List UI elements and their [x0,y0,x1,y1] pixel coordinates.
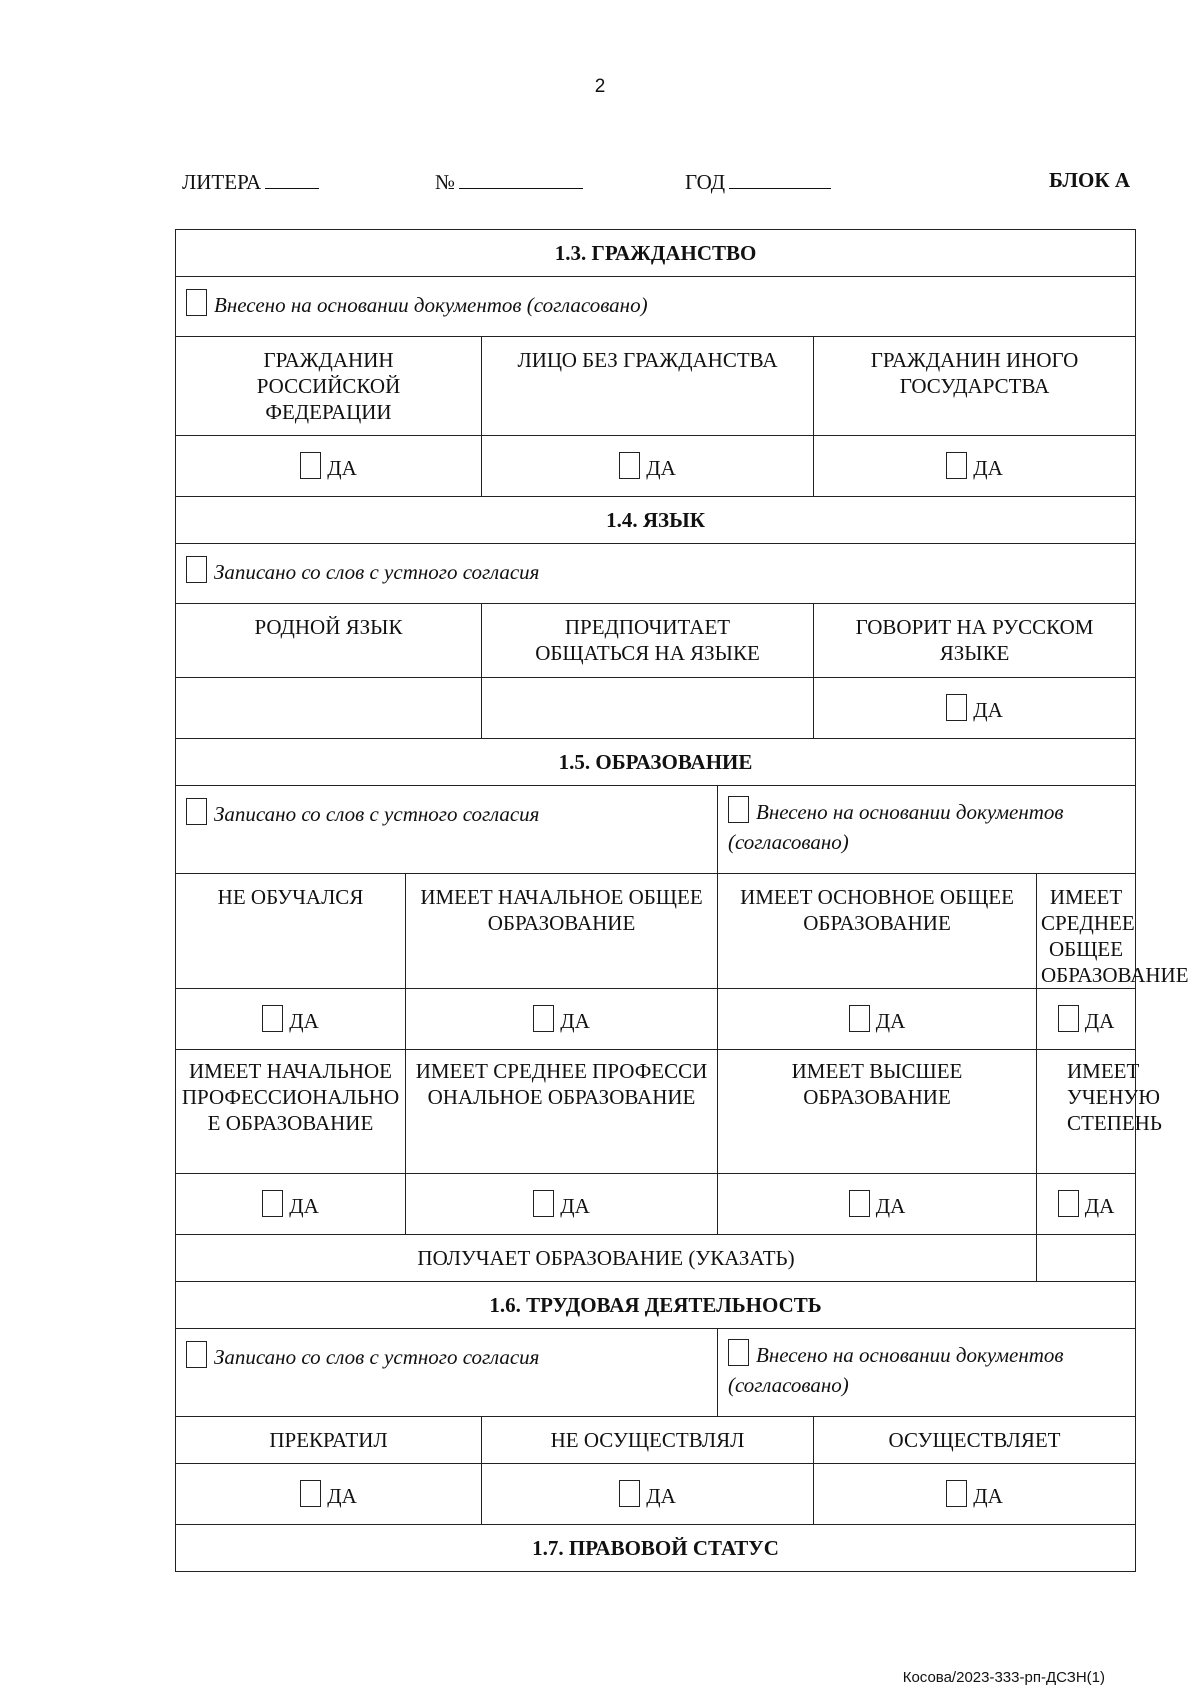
form-header [182,168,1130,196]
working-checkbox[interactable] [946,1480,967,1507]
year-label: ГОД [685,170,726,194]
col-header-higher-education: ИМЕЕТ ВЫСШЕЕ ОБРАЗОВАНИЕ [718,1050,1037,1174]
col-header-never-worked: НЕ ОСУЩЕСТВЛЯЛ [482,1417,814,1464]
year-input-line[interactable] [729,168,831,189]
yes-label: ДА [973,1483,1003,1508]
never-worked-checkbox[interactable] [619,1480,640,1507]
yes-label: ДА [289,1008,319,1033]
number-input-line[interactable] [459,168,583,189]
stateless-checkbox[interactable] [619,452,640,479]
secondary-general-checkbox[interactable] [1058,1005,1079,1032]
yes-secondary-vocational [406,1174,718,1235]
col-header-no-education: НЕ ОБУЧАЛСЯ [176,874,406,989]
russian-citizen-checkbox[interactable] [300,452,321,479]
yes-label: ДА [646,1483,676,1508]
language-oral-note-text: Записано со слов с устного согласия [214,560,540,584]
document-reference: Косова/2023-333-рп-ДСЗН(1) [902,1669,1105,1686]
col-header-academic-degree: ИМЕЕТ УЧЕНУЮ СТЕПЕНЬ [1037,1050,1136,1174]
col-header-primary-general: ИМЕЕТ НАЧАЛЬНОЕ ОБЩЕЕ ОБРАЗОВАНИЕ [406,874,718,989]
yes-secondary-general [1037,989,1136,1050]
section-title-language: 1.4. ЯЗЫК [176,497,1136,544]
employment-docs-checkbox[interactable] [728,1339,749,1366]
block-label: БЛОК А [1049,168,1130,192]
section-title-legal-status: 1.7. ПРАВОВОЙ СТАТУС [176,1525,1136,1572]
yes-label: ДА [973,697,1003,722]
number-label: № [435,170,456,194]
col-header-russian-citizen: ГРАЖДАНИН РОССИЙСКОЙ ФЕДЕРАЦИИ [176,337,482,436]
citizenship-docs-note-text: Внесено на основании документов (согласовано) [214,293,648,317]
native-language-input-cell[interactable] [176,678,482,739]
receiving-education-label: ПОЛУЧАЕТ ОБРАЗОВАНИЕ (УКАЗАТЬ) [176,1235,1037,1282]
yes-speaks-russian [814,678,1136,739]
yes-label: ДА [973,455,1003,480]
yes-stopped [176,1464,482,1525]
yes-no-education [176,989,406,1050]
secondary-vocational-checkbox[interactable] [533,1190,554,1217]
col-header-stateless: ЛИЦО БЕЗ ГРАЖДАНСТВА [482,337,814,436]
yes-label: ДА [560,1008,590,1033]
employment-oral-checkbox[interactable] [186,1341,207,1368]
language-oral-note [176,544,1136,604]
education-oral-checkbox[interactable] [186,798,207,825]
yes-stateless [482,436,814,497]
section-title-citizenship: 1.3. ГРАЖДАНСТВО [176,230,1136,277]
section-title-employment: 1.6. ТРУДОВАЯ ДЕЯТЕЛЬНОСТЬ [176,1282,1136,1329]
academic-degree-checkbox[interactable] [1058,1190,1079,1217]
year-field [685,168,831,195]
preferred-language-input-cell[interactable] [482,678,814,739]
yes-label: ДА [646,455,676,480]
yes-label: ДА [1084,1193,1115,1218]
litera-input-line[interactable] [265,168,319,189]
basic-general-checkbox[interactable] [849,1005,870,1032]
yes-label: ДА [875,1193,906,1218]
primary-vocational-checkbox[interactable] [262,1190,283,1217]
education-oral-note [176,786,718,874]
yes-label: ДА [327,1483,357,1508]
no-education-checkbox[interactable] [262,1005,283,1032]
higher-education-checkbox[interactable] [849,1190,870,1217]
col-header-native-language: РОДНОЙ ЯЗЫК [176,604,482,678]
education-oral-note-text: Записано со слов с устного согласия [214,802,540,826]
yes-never-worked [482,1464,814,1525]
yes-label: ДА [875,1008,906,1033]
yes-label: ДА [289,1193,319,1218]
foreign-citizen-checkbox[interactable] [946,452,967,479]
form-table [175,229,1189,1572]
education-docs-note [718,786,1136,874]
col-header-speaks-russian: ГОВОРИТ НА РУССКОМ ЯЗЫКЕ [814,604,1136,678]
col-header-basic-general: ИМЕЕТ ОСНОВНОЕ ОБЩЕЕ ОБРАЗОВАНИЕ [718,874,1037,989]
primary-general-checkbox[interactable] [533,1005,554,1032]
education-docs-note-text: Внесено на основании документов (согласовано) [728,800,1064,854]
citizenship-docs-checkbox[interactable] [186,289,207,316]
page-number: 2 [594,76,606,97]
litera-label: ЛИТЕРА [182,170,262,194]
employment-oral-note-text: Записано со слов с устного согласия [214,1345,540,1369]
col-header-stopped: ПРЕКРАТИЛ [176,1417,482,1464]
yes-label: ДА [560,1193,590,1218]
yes-higher-education [718,1174,1037,1235]
col-header-preferred-language: ПРЕДПОЧИТАЕТ ОБЩАТЬСЯ НА ЯЗЫКЕ [482,604,814,678]
yes-academic-degree [1037,1174,1136,1235]
education-docs-checkbox[interactable] [728,796,749,823]
employment-docs-note-text: Внесено на основании документов (согласовано) [728,1343,1064,1397]
yes-label: ДА [327,455,357,480]
yes-working [814,1464,1136,1525]
col-header-secondary-general: ИМЕЕТ СРЕДНЕЕ ОБЩЕЕ ОБРАЗОВАНИЕ [1037,874,1136,989]
yes-russian-citizen [176,436,482,497]
col-header-working: ОСУЩЕСТВЛЯЕТ [814,1417,1136,1464]
employment-docs-note [718,1329,1136,1417]
yes-primary-general [406,989,718,1050]
language-oral-checkbox[interactable] [186,556,207,583]
col-header-primary-vocational: ИМЕЕТ НАЧАЛЬНОЕ ПРОФЕССИОНАЛЬНОЕ ОБРАЗОВАНИЕ [176,1050,406,1174]
yes-basic-general [718,989,1037,1050]
employment-oral-note [176,1329,718,1417]
col-header-foreign-citizen: ГРАЖДАНИН ИНОГО ГОСУДАРСТВА [814,337,1136,436]
speaks-russian-checkbox[interactable] [946,694,967,721]
col-header-secondary-vocational: ИМЕЕТ СРЕДНЕЕ ПРОФЕССИОНАЛЬНОЕ ОБРАЗОВАНИЕ [406,1050,718,1174]
number-field [435,168,583,195]
yes-foreign-citizen [814,436,1136,497]
yes-primary-vocational [176,1174,406,1235]
stopped-checkbox[interactable] [300,1480,321,1507]
receiving-education-input-cell[interactable] [1037,1235,1136,1282]
litera-field [182,168,319,195]
yes-label: ДА [1084,1008,1115,1033]
section-title-education: 1.5. ОБРАЗОВАНИЕ [176,739,1136,786]
citizenship-docs-note [176,277,1136,337]
